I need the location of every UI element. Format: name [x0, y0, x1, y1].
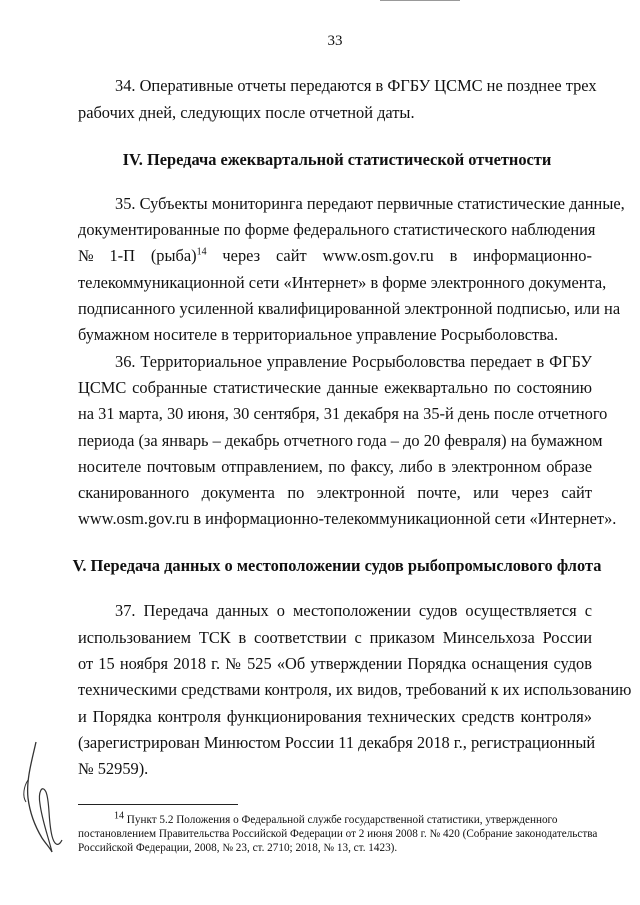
handwritten-signature — [22, 740, 68, 860]
footnote-line: $^{14}$ Пункт 5.2 Положения о Федеральной службе государственной статистики, утвержденного — [114, 810, 558, 826]
section-heading-iv: IV. Передача ежеквартальной статистической отчетности — [122, 150, 552, 169]
section-heading-v: V. Передача данных о местоположении судов рыбопромыслового флота — [72, 556, 602, 575]
footnote-separator — [78, 804, 238, 805]
text-line: (зарегистрирован Минюстом России 11 декабря 2018 г., регистрационный — [78, 733, 596, 752]
text-line: от 15 ноября 2018 г. № 525 «Об утверждении Порядка оснащения судов — [78, 654, 592, 673]
text-line: бумажном носителе в территориальное управление Росрыболовства. — [78, 325, 559, 344]
text-line: использованием ТСК в соответствии с приказом Минсельхоза России — [78, 628, 592, 647]
text-line: периода (за январь – декабрь отчетного года – до 20 февраля) на бумажном — [78, 431, 603, 450]
word: через — [222, 246, 261, 265]
text-line: 34. Оперативные отчеты передаются в ФГБУ ЦСМС не позднее трех — [115, 76, 597, 95]
text-line: сканированного документа по электронной почте, или через сайт — [78, 483, 592, 502]
text-line: 37. Передача данных о местоположении судов осуществляется с — [115, 601, 592, 620]
text-line — [78, 246, 592, 266]
text-line: техническими средствами контроля, их видов, требований к их использованию — [78, 680, 632, 699]
footnote-reference: 14 — [196, 246, 207, 258]
text-line: 35. Субъекты мониторинга передают первичные статистические данные, — [115, 194, 625, 213]
page-number: 33 — [327, 33, 343, 49]
word: № — [78, 246, 94, 265]
text-line: на 31 марта, 30 июня, 30 сентября, 31 декабря на 35-й день после отчетного — [78, 404, 608, 423]
text-line: 36. Территориальное управление Росрыболовства передает в ФГБУ — [115, 352, 592, 371]
footnote-line: Российской Федерации, 2008, № 23, ст. 2710; 2018, № 13, ст. 1423). — [78, 842, 398, 854]
text-line: подписанного усиленной квалифицированной электронной подписью, или на — [78, 299, 621, 318]
word: в — [449, 246, 458, 265]
text-line: и Порядка контроля функционирования технических средств контроля» — [78, 707, 592, 726]
text-line: носителе почтовым отправлением, по факсу, либо в электронном образе — [78, 457, 592, 476]
word: 1-П — [109, 246, 135, 265]
text-line: № 52959). — [78, 759, 149, 778]
text-line: рабочих дней, следующих после отчетной даты. — [78, 103, 415, 122]
text-line: документированные по форме федерального статистического наблюдения — [78, 220, 596, 239]
word: сайт — [275, 246, 307, 265]
text-line: ЦСМС собранные статистические данные ежеквартально по состоянию — [78, 378, 592, 397]
text-line: телекоммуникационной сети «Интернет» в форме электронного документа, — [78, 273, 607, 292]
footnote-marker: 14 — [114, 810, 124, 822]
footnote-line: постановлением Правительства Российской Федерации от 2 июня 2008 г. № 420 (Собрание законодательства — [78, 828, 598, 840]
scan-edge-mark — [380, 0, 460, 5]
text-line: www.osm.gov.ru в информационно-телекоммуникационной сети «Интернет». — [78, 509, 617, 528]
website-text: www.osm.gov.ru — [322, 246, 434, 265]
word: информационно- — [473, 246, 592, 265]
word: (рыба)$^{14}$ — [150, 246, 207, 265]
